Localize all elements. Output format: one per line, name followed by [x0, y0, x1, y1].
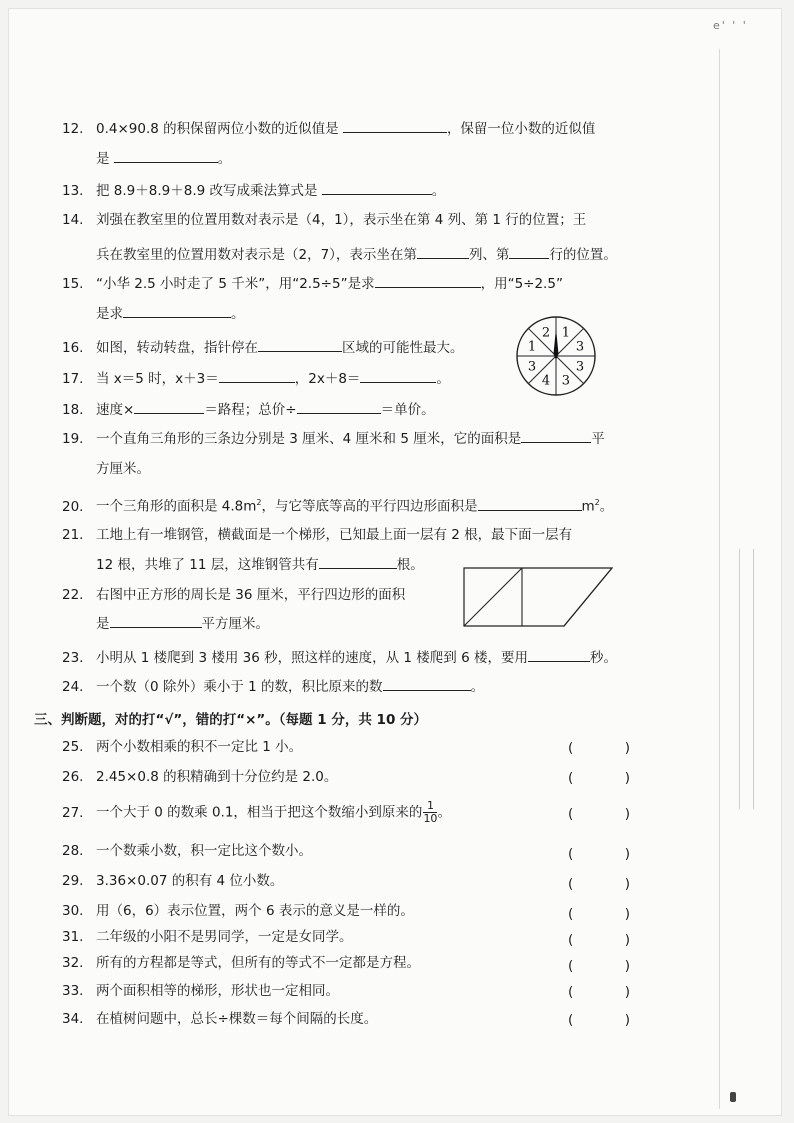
question-24: 24. 一个数（0 除外）乘小于 1 的数，积比原来的数 。 [62, 676, 484, 698]
scan-artifact [730, 1092, 736, 1102]
figure-outline [464, 568, 612, 626]
question-20: 20. 一个三角形的面积是 $4.8m^2$，与它等底等高的平行四边形面积是 $m^2$。 [62, 492, 613, 518]
question-14-line2: 兵在教室里的位置用数对表示是（2，7），表示坐在第 列、第 行的位置。 [96, 244, 617, 266]
answer-parentheses[interactable]: ( ) [568, 932, 630, 948]
answer-blank[interactable] [110, 613, 202, 628]
answer-parentheses[interactable]: ( ) [568, 1012, 630, 1028]
question-22: 22. 右图中正方形的周长是 36 厘米，平行四边形的面积 [62, 587, 406, 603]
question-19-line2: 方厘米。 [96, 461, 150, 477]
answer-parentheses[interactable]: ( ) [568, 876, 630, 892]
answer-blank[interactable] [528, 647, 590, 662]
judge-question-31: 31. 二年级的小阳不是男同学，一定是女同学。 [62, 929, 353, 945]
judge-question-25: 25. 两个小数相乘的积不一定比 1 小。 [62, 739, 303, 755]
question-21-line2: 12 根，共堆了 11 层，这堆钢管共有 根。 [96, 554, 424, 576]
judge-question-30: 30. 用（6，6）表示位置，两个 6 表示的意义是一样的。 [62, 903, 414, 919]
judge-question-34: 34. 在植树问题中，总长÷棵数＝每个间隔的长度。 [62, 1011, 378, 1027]
parallelogram-edge [464, 568, 522, 626]
question-12: 12. 0.4×90.8 的积保留两位小数的近似值是 ，保留一位小数的近似值 [62, 118, 595, 140]
question-16: 16. 如图，转动转盘，指针停在 区域的可能性最大。 [62, 337, 464, 359]
spinner-pointer-icon [554, 328, 559, 360]
answer-parentheses[interactable]: ( ) [568, 806, 630, 822]
question-22-line2: 是 平方厘米。 [96, 613, 269, 635]
answer-blank[interactable] [478, 496, 582, 511]
answer-blank[interactable] [375, 273, 481, 288]
answer-blank[interactable] [114, 148, 218, 163]
answer-blank[interactable] [383, 676, 471, 691]
question-15-line2: 是求 。 [96, 303, 245, 325]
answer-blank[interactable] [319, 554, 397, 569]
binding-margin [717, 49, 773, 1109]
answer-blank[interactable] [509, 244, 549, 259]
spinner-sector-label: 3 [561, 373, 571, 389]
answer-blank[interactable] [343, 118, 447, 133]
spinner-sector-label: 3 [527, 359, 537, 375]
answer-blank[interactable] [322, 180, 432, 195]
question-21: 21. 工地上有一堆钢管，横截面是一个梯形，已知最上面一层有 2 根，最下面一层有 [62, 527, 573, 543]
section-title: 三、判断题，对的打“√”，错的打“×”。（每题 1 分，共 10 分） [34, 712, 428, 728]
answer-blank[interactable] [258, 337, 342, 352]
answer-parentheses[interactable]: ( ) [568, 984, 630, 1000]
spinner-sector-label: 3 [575, 359, 585, 375]
spinner-sector-label: 1 [527, 339, 537, 355]
spinner-sector-label: 4 [541, 373, 551, 389]
judge-question-32: 32. 所有的方程都是等式，但所有的等式不一定都是方程。 [62, 955, 420, 971]
question-17: 17. 当 x＝5 时，x＋3＝ ，2x＋8＝ 。 [62, 368, 450, 390]
question-13: 13. 把 8.9＋8.9＋8.9 改写成乘法算式是 。 [62, 180, 445, 202]
question-14: 14. 刘强在教室里的位置用数对表示是（4，1），表示坐在第 4 列、第 1 行的位置；王 [62, 212, 587, 228]
question-19: 19. 一个直角三角形的三条边分别是 3 厘米、4 厘米和 5 厘米，它的面积是 平 [62, 428, 605, 450]
answer-blank[interactable] [417, 244, 469, 259]
fraction: $\frac{1}{10}$ [423, 799, 438, 825]
scan-mark: e' ' ' [713, 19, 748, 32]
spinner-figure [514, 314, 598, 398]
answer-blank[interactable] [521, 428, 591, 443]
spinner-sector-label: 3 [575, 339, 585, 355]
question-15: 15. “小华 2.5 小时走了 5 千米”，用“2.5÷5”是求 ，用“5÷2.5” [62, 273, 563, 295]
answer-parentheses[interactable]: ( ) [568, 770, 630, 786]
answer-parentheses[interactable]: ( ) [568, 846, 630, 862]
answer-blank[interactable] [360, 368, 436, 383]
judge-question-33: 33. 两个面积相等的梯形，形状也一定相同。 [62, 983, 339, 999]
question-23: 23. 小明从 1 楼爬到 3 楼用 36 秒，照这样的速度，从 1 楼爬到 6 楼，要用 秒。 [62, 647, 617, 669]
spinner-sector-label: 2 [541, 325, 551, 341]
answer-parentheses[interactable]: ( ) [568, 740, 630, 756]
answer-blank[interactable] [219, 368, 295, 383]
parallelogram-figure [460, 564, 630, 630]
judge-question-26: 26. 2.45×0.8 的积精确到十分位约是 2.0。 [62, 769, 338, 785]
judge-question-28: 28. 一个数乘小数，积一定比这个数小。 [62, 843, 312, 859]
question-18: 18. 速度× ＝路程；总价÷ ＝单价。 [62, 399, 435, 421]
answer-blank[interactable] [134, 399, 204, 414]
answer-parentheses[interactable]: ( ) [568, 958, 630, 974]
judge-question-29: 29. 3.36×0.07 的积有 4 位小数。 [62, 873, 284, 889]
answer-parentheses[interactable]: ( ) [568, 906, 630, 922]
question-12-line2: 是 。 [96, 148, 231, 170]
answer-blank[interactable] [123, 303, 231, 318]
judge-question-27: 27. 一个大于 0 的数乘 0.1，相当于把这个数缩小到原来的 $\frac{1}{10}$ 。 [62, 799, 451, 825]
spinner-sector-label: 1 [561, 325, 571, 341]
answer-blank[interactable] [297, 399, 381, 414]
